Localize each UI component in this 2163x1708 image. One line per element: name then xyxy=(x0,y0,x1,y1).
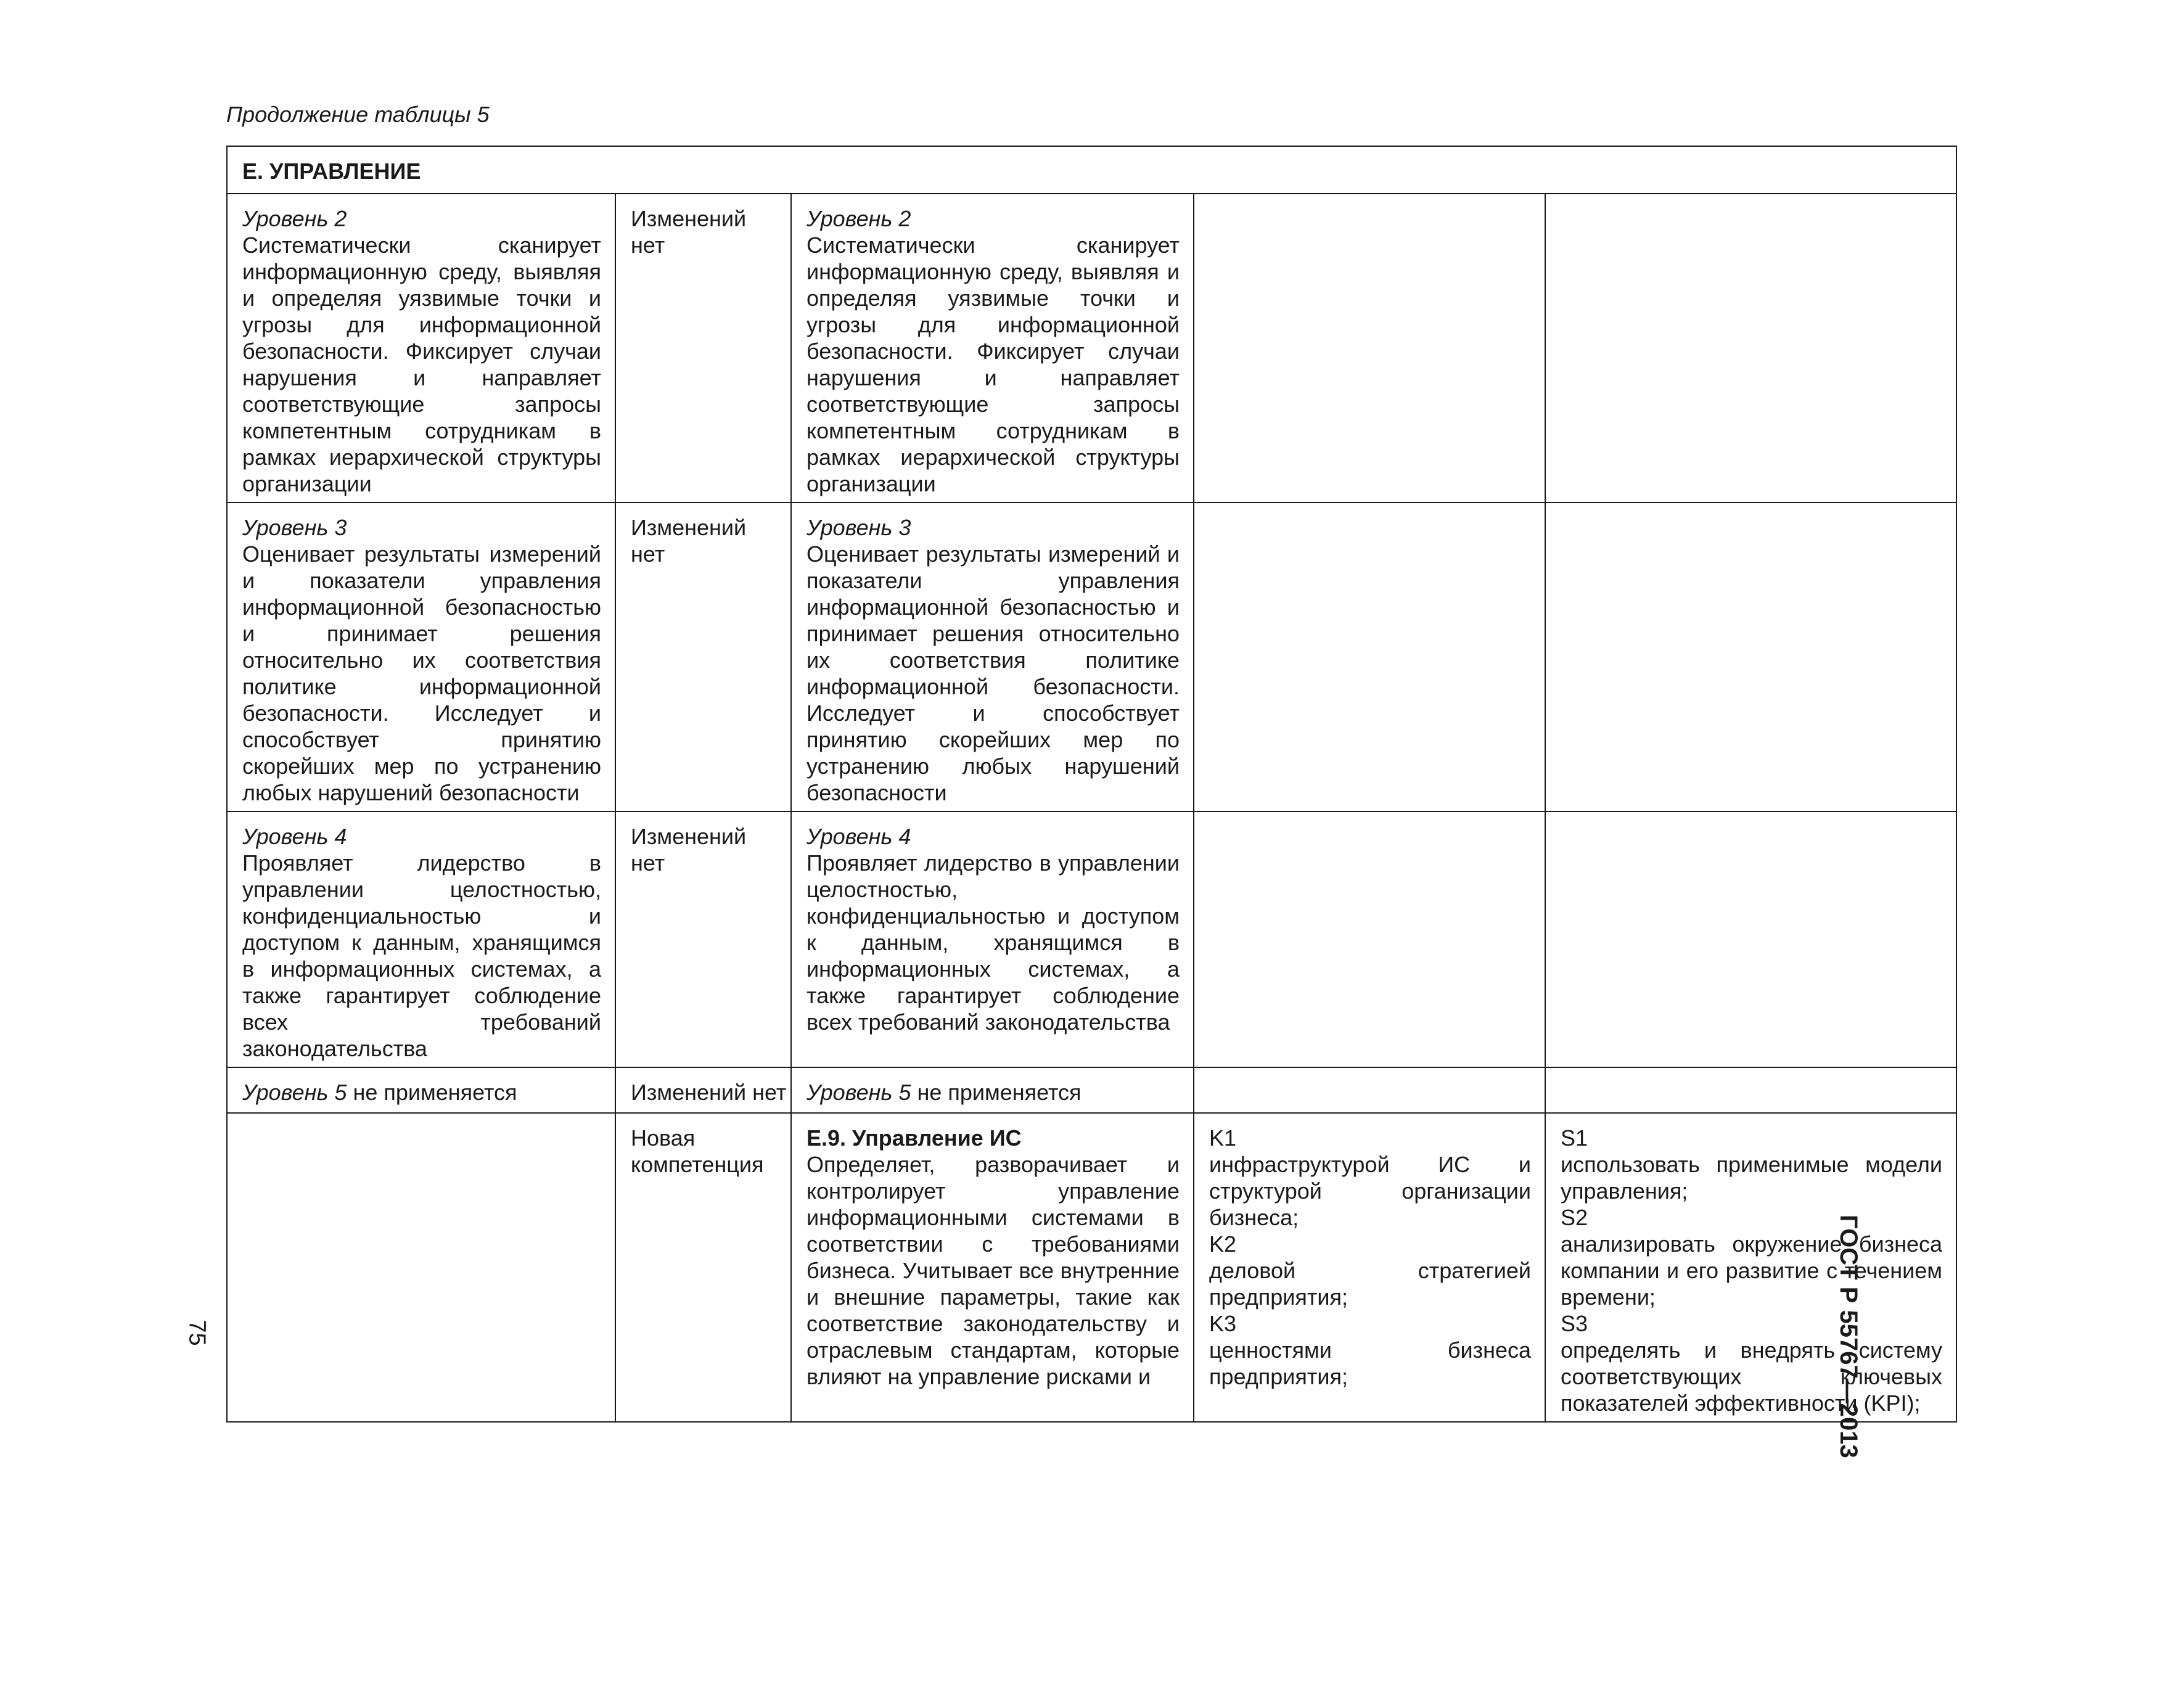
table-row xyxy=(227,1067,1956,1113)
level-label: Уровень 5 xyxy=(242,1080,347,1105)
current-competence-cell xyxy=(227,194,615,503)
knowledge-cell xyxy=(1194,1113,1545,1422)
knowledge-cell xyxy=(1194,503,1545,811)
change-status-cell: Изменений нет xyxy=(615,811,791,1067)
current-competence-cell xyxy=(227,1067,615,1113)
competence-text: Систематически сканирует информационную среду, выявляя и определяя уязвимые точки и угрозы для информационной безопасности. Фиксирует случаи нарушения и направляет соответствующие запросы компетентным сотрудникам в рамках иерархической структуры организации xyxy=(242,232,601,496)
current-competence-cell xyxy=(227,1113,615,1422)
new-competence-cell xyxy=(791,1113,1194,1422)
page-number: 75 xyxy=(184,1320,210,1346)
new-competence-cell xyxy=(791,503,1194,811)
level-label: Уровень 4 xyxy=(807,824,911,849)
new-competence-cell xyxy=(791,194,1194,503)
skill-text: определять и внедрять систему соответствующих ключевых показателей эффективности (KPI); xyxy=(1561,1337,1943,1416)
competence-text: Проявляет лидерство в управлении целостностью, конфиденциальностью и доступом к данным, хранящимся в информационных системах, а также гарантирует соблюдение всех требований законодательства xyxy=(242,850,601,1061)
skill-code: S1 xyxy=(1561,1125,1588,1151)
skill-code: S3 xyxy=(1561,1311,1588,1336)
competence-text: Проявляет лидерство в управлении целостностью, конфиденциальностью и доступом к данным, хранящимся в информационных системах, а также гарантирует соблюдение всех требований законодательства xyxy=(807,850,1180,1035)
competence-text: Определяет, разворачивает и контролирует управление информационными системами в соответствии с требованиями бизнеса. Учитывает все внутренние и внешние параметры, такие как соответствие законодательству и отраслевым стандартам, которые влияют на управление рисками и xyxy=(807,1152,1180,1389)
table-row xyxy=(227,1113,1956,1422)
table-row xyxy=(227,811,1956,1067)
change-status-cell: Новая компетенция xyxy=(615,1113,791,1422)
current-competence-cell xyxy=(227,811,615,1067)
knowledge-cell xyxy=(1194,1067,1545,1113)
competence-title: Е.9. Управление ИС xyxy=(807,1125,1022,1151)
table-row xyxy=(227,194,1956,503)
standard-designation: ГОСТ Р 55767—2013 xyxy=(1835,1215,1862,1458)
competence-text: не применяется xyxy=(911,1080,1082,1105)
competence-text: не применяется xyxy=(347,1080,517,1105)
knowledge-text: деловой стратегией предприятия; xyxy=(1209,1258,1531,1310)
new-competence-cell xyxy=(791,1067,1194,1113)
level-label: Уровень 3 xyxy=(242,515,347,540)
skills-cell xyxy=(1545,194,1956,503)
level-label: Уровень 3 xyxy=(807,515,911,540)
competence-text: Оценивает результаты измерений и показатели управления информационной безопасностью и принимает решения относительно их соответствия политике информационной безопасности. Исследует и способствует принятию скорейших мер по устранению любых нарушений безопасности xyxy=(242,541,601,805)
skills-cell xyxy=(1545,503,1956,811)
skills-cell xyxy=(1545,811,1956,1067)
section-header: Е. УПРАВЛЕНИЕ xyxy=(227,146,1956,194)
table-row xyxy=(227,503,1956,811)
level-label: Уровень 2 xyxy=(242,206,347,231)
competence-table xyxy=(226,146,1957,1423)
skill-text: использовать применимые модели управления; xyxy=(1561,1152,1943,1204)
change-status-cell: Изменений нет xyxy=(615,1067,791,1113)
change-status-cell: Изменений нет xyxy=(615,503,791,811)
competence-text: Оценивает результаты измерений и показатели управления информационной безопасностью и принимает решения относительно их соответствия политике информационной безопасности. Исследует и способствует принятию скорейших мер по устранению любых нарушений безопасности xyxy=(807,541,1180,805)
current-competence-cell xyxy=(227,503,615,811)
new-competence-cell xyxy=(791,811,1194,1067)
level-label: Уровень 5 xyxy=(807,1080,911,1105)
knowledge-text: ценностями бизнеса предприятия; xyxy=(1209,1337,1531,1389)
table-caption: Продолжение таблицы 5 xyxy=(226,102,490,127)
knowledge-text: инфраструктурой ИС и структурой организации бизнеса; xyxy=(1209,1152,1531,1230)
level-label: Уровень 4 xyxy=(242,824,347,849)
change-status-cell: Изменений нет xyxy=(615,194,791,503)
level-label: Уровень 2 xyxy=(807,206,911,231)
knowledge-code: K1 xyxy=(1209,1125,1237,1151)
skills-cell xyxy=(1545,1067,1956,1113)
competence-text: Систематически сканирует информационную среду, выявляя и определяя уязвимые точки и угрозы для информационной безопасности. Фиксирует случаи нарушения и направляет соответствующие запросы компетентным сотрудникам в рамках иерархической структуры организации xyxy=(807,232,1180,496)
knowledge-cell xyxy=(1194,811,1545,1067)
knowledge-code: K2 xyxy=(1209,1231,1237,1257)
skills-cell xyxy=(1545,1113,1956,1422)
skill-code: S2 xyxy=(1561,1205,1588,1230)
skill-text: анализировать окружение бизнеса компании и его развитие с течением времени; xyxy=(1561,1231,1943,1310)
knowledge-cell xyxy=(1194,194,1545,503)
knowledge-code: K3 xyxy=(1209,1311,1237,1336)
